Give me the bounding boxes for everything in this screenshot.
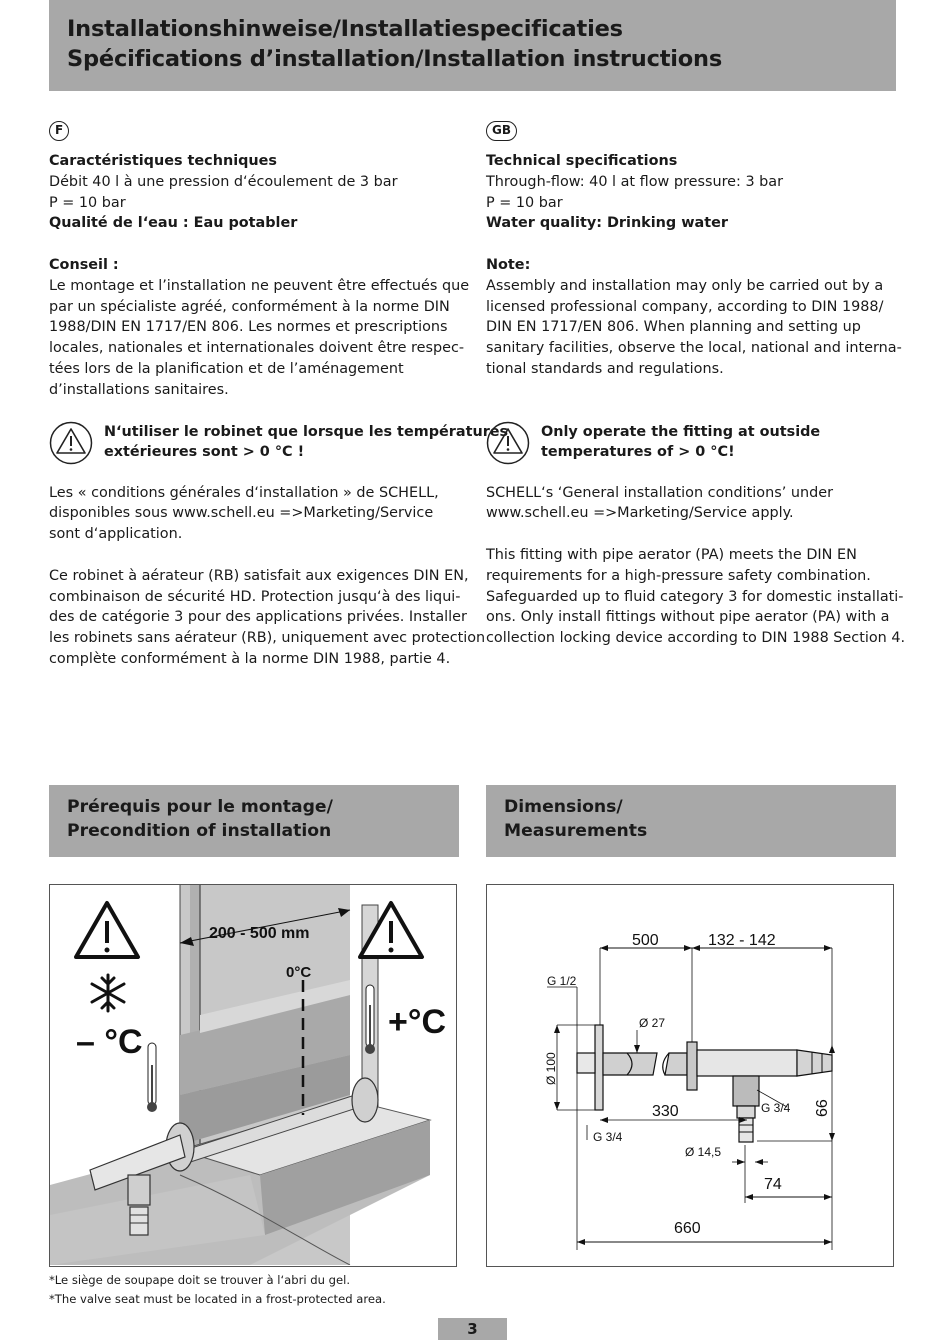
language-badge-gb: GB — [486, 121, 517, 141]
dim-660: 660 — [674, 1220, 701, 1237]
english-column — [486, 120, 906, 649]
warning-line: temperatures of > 0 °C! — [541, 444, 735, 461]
aerator-line: combinaison de sécurité HD. Protection jusqu‘à des liqui- — [49, 588, 461, 605]
dim-g12: G 1/2 — [547, 974, 577, 988]
prerequisite-section-header — [49, 785, 459, 857]
aerator-line: complète conformément à la norme DIN 1988, partie 4. — [49, 650, 451, 667]
footnote-french: *Le siège de soupape doit se trouver à l‘abri du gel. — [49, 1273, 351, 1287]
page-header — [49, 0, 896, 91]
dimensions-title-line1: Dimensions/ — [504, 797, 623, 817]
minus-degree-label: – °C — [76, 1023, 143, 1061]
prerequisite-title-line1: Prérequis pour le montage/ — [67, 797, 333, 817]
dim-diameter-100: Ø 100 — [544, 1052, 558, 1085]
aerator-line: collection locking device according to DIN 1988 Section 4. — [486, 630, 906, 647]
note-line: par un spécialiste agréé, conformément à la norme DIN — [49, 298, 450, 315]
warning-text — [104, 422, 508, 464]
warning-line: Only operate the fitting at outside — [541, 423, 821, 440]
aerator-line: requirements for a high-pressure safety combination. — [486, 567, 871, 584]
installation-illustration — [49, 884, 457, 1267]
dimensions-title-line2: Measurements — [504, 821, 648, 841]
snowflake-icon — [92, 975, 124, 1011]
header-title-line1: Installationshinweise/Installatiespecificaties — [67, 16, 623, 42]
plus-degree-label: +°C — [388, 1003, 447, 1041]
warning-icon — [49, 421, 93, 465]
aerator-line: Ce robinet à aérateur (RB) satisfait aux exigences DIN EN, — [49, 567, 469, 584]
language-badge-f: F — [49, 121, 69, 141]
conditions-line: SCHELL‘s ‘General installation conditions’ under — [486, 484, 833, 501]
spec-flow: Débit 40 l à une pression d‘écoulement de 3 bar — [49, 173, 398, 190]
warning-text — [541, 422, 820, 464]
thermometer-icon — [147, 1043, 157, 1112]
note-line: DIN EN 1717/EN 806. When planning and setting up — [486, 319, 861, 336]
dimension-drawing — [486, 884, 894, 1267]
dim-132-142: 132 - 142 — [708, 932, 776, 949]
warning-line: extérieures sont > 0 °C ! — [104, 444, 305, 461]
warning-icon — [486, 421, 530, 465]
dim-500: 500 — [632, 932, 659, 949]
spec-pressure: P = 10 bar — [486, 194, 563, 211]
range-label: 200 - 500 mm — [209, 925, 310, 942]
warning-block — [49, 421, 509, 471]
spec-pressure: P = 10 bar — [49, 194, 126, 211]
dim-diameter-14-5: Ø 14,5 — [685, 1145, 722, 1159]
conditions-line: sont d‘application. — [49, 526, 183, 543]
spec-quality: Qualité de l‘eau : Eau potabler — [49, 215, 298, 232]
dim-74: 74 — [764, 1176, 782, 1193]
spec-flow: Through-flow: 40 l at flow pressure: 3 bar — [486, 173, 784, 190]
zero-degree-label: 0°C — [286, 964, 312, 981]
aerator-line: des de catégorie 3 pour des applications privées. Installer — [49, 609, 467, 626]
note-line: tées lors de la planification et de l’aménagement — [49, 360, 404, 377]
note-title: Note: — [486, 256, 531, 273]
spec-title: Caractéristiques techniques — [49, 153, 278, 169]
conditions-line: www.schell.eu =>Marketing/Service apply. — [486, 505, 794, 522]
conditions-line: Les « conditions générales d‘installation » de SCHELL, — [49, 484, 439, 501]
page-number: 3 — [438, 1318, 507, 1340]
warning-line: N‘utiliser le robinet que lorsque les températures — [104, 423, 509, 440]
note-line: 1988/DIN EN 1717/EN 806. Les normes et prescriptions — [49, 319, 448, 336]
dim-330: 330 — [652, 1103, 679, 1120]
warning-triangle-icon — [76, 903, 138, 957]
dim-66: 66 — [814, 1099, 831, 1117]
note-line: Assembly and installation may only be carried out by a — [486, 277, 884, 294]
aerator-line: Safeguarded up to fluid category 3 for domestic installati- — [486, 588, 904, 605]
prerequisite-title-line2: Precondition of installation — [67, 821, 332, 841]
conditions-line: disponibles sous www.schell.eu =>Marketing/Service — [49, 505, 434, 522]
header-title-line2: Spécifications d’installation/Installation instructions — [67, 46, 723, 72]
note-line: tional standards and regulations. — [486, 360, 724, 377]
dim-g34-left: G 3/4 — [593, 1130, 623, 1144]
note-title: Conseil : — [49, 256, 119, 273]
note-line: licensed professional company, according to DIN 1988/ — [486, 298, 884, 315]
dim-diameter-27: Ø 27 — [639, 1016, 666, 1030]
aerator-line: This fitting with pipe aerator (PA) meets the DIN EN — [486, 546, 857, 563]
warning-block — [486, 421, 901, 471]
note-line: d’installations sanitaires. — [49, 381, 229, 398]
dimensions-section-header — [486, 785, 896, 857]
aerator-line: ons. Only install fittings without pipe aerator (PA) with a — [486, 609, 890, 626]
spec-title: Technical specifications — [486, 153, 678, 169]
note-line: Le montage et l’installation ne peuvent être effectués que — [49, 277, 470, 294]
aerator-line: les robinets sans aérateur (RB), uniquement avec protection — [49, 630, 486, 647]
dim-g34-right: G 3/4 — [761, 1101, 791, 1115]
thermometer-icon — [365, 985, 375, 1054]
footnote-english: *The valve seat must be located in a frost-protected area. — [49, 1292, 386, 1306]
spec-quality: Water quality: Drinking water — [486, 215, 728, 232]
note-line: locales, nationales et internationales doivent être respec- — [49, 340, 465, 357]
note-line: sanitary facilities, observe the local, national and interna- — [486, 340, 902, 357]
